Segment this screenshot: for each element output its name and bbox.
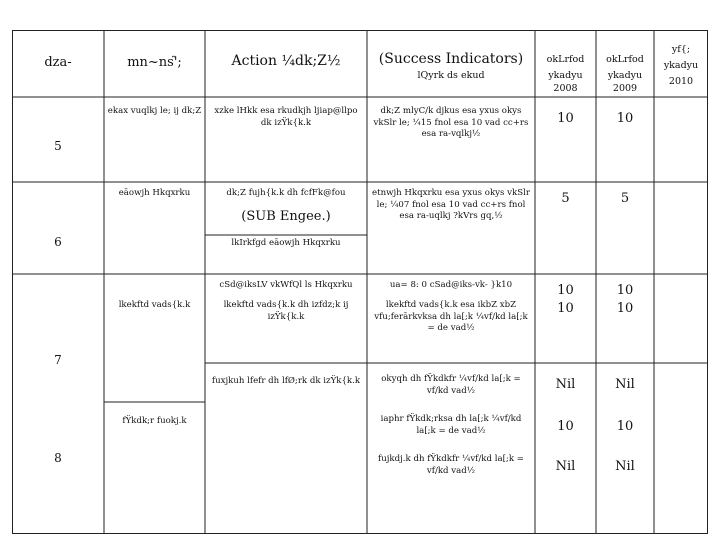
row-6-action-english: (SUB Engee.) [241,209,331,224]
row-8-number: 8 [54,451,62,465]
row-8-indicator-c: fujkdj.k dh fŸkdkfr ¼vf/kd la[;k = vf/kd vad½ [378,454,524,476]
row-6-action-2: lkIrkfgd eāowjh Hkqxrku [231,238,341,248]
row-6-actual-2008: 5 [561,191,570,206]
header-serial: dza- [44,55,72,70]
header-target-l1: yf{; [671,44,691,55]
row-5-indicator: dk;Z mlyC/k djkus esa yxus okys vkSlr le; ¼15 fnol esa 10 vad cc+rs esa ra-vqlkj½ [373,106,529,140]
row-6-indicator: etnwjh Hkqxrku esa yxus okys vkSlr le; ¼07 fnol esa 10 vad cc+rs fnol esa ra-uqlkj ?kVrs gq,½ [372,188,530,222]
row-5-actual-2008: 10 [557,111,574,126]
header-indicator-en: (Success Indicators) [378,51,524,67]
header-objective: mn~ns'̃; [127,55,182,70]
row-8-objective: fŸkdk;r fuokj.k [122,416,187,426]
row-8-actual-2008-b: 10 [557,419,574,434]
row-8-actual-2009-a: Nil [615,377,635,392]
row-5-objective: ekax vuqlkj le; ij dk;Z [107,106,202,116]
row-8-action: fuxjkuh lfefr dh lfØ;rk dk izŸk{k.k [211,376,361,386]
row-7-action: lkekftd vads{k.k dh izfdz;k ij izŸk{k.k [223,300,349,322]
row-8-indicator-a: okyqh dh fŸkdkfr ¼vf/kd la[;k = vf/kd vad½ [381,374,521,396]
row-6-number: 6 [54,235,62,249]
header-actual-2008-l2: ykadyu 2008 [548,70,583,94]
row-8-indicator-b: iaphr fŸkdk;rksa dh la[;k ¼vf/kd la[;k = de vad½ [380,414,522,436]
row-7-objective: lkekftd vads{k.k [118,300,191,310]
row-8-actual-2008-a: Nil [555,377,576,392]
row-6-action: dk;Z fujh{k.k dh fcfFk@fou [226,188,346,198]
header-indicator-hi: lQyrk ds ekud [417,70,485,81]
row-5-actual-2009: 10 [616,111,634,126]
row-7-indicator: lkekftd vads{k.k esa ikbZ xbZ vfu;ferārkvksa dh la[;k ¼vf/kd la[;k = de vad½ [374,300,528,334]
header-actual-2009-l2: ykadyu 2009 [607,70,643,94]
row-7-indicator-top: ua= 8: 0 cSad@iks-vk- }k10 [389,280,513,290]
header-target-l2: ykadyu [663,60,699,71]
row-7-number: 7 [54,353,62,367]
row-7-actual-2009-a: 10 [616,283,634,298]
row-7-actual-2008-b: 10 [557,301,574,316]
row-5-number: 5 [54,139,62,153]
row-8-actual-2008-c: Nil [555,459,576,474]
header-target-l3: 2010 [668,76,694,87]
row-6-objective: eāowjh Hkqxrku [118,188,191,198]
row-7-actual-2009-b: 10 [616,301,634,316]
row-8-actual-2009-c: Nil [615,459,635,474]
header-actual-2008-l1: okLrfod [546,54,585,65]
row-7-actual-2008-a: 10 [557,283,574,298]
row-6-actual-2009: 5 [620,191,630,206]
row-8-actual-2009-b: 10 [616,419,634,434]
row-7-action-top: cSd@iksLV vkWfQl ls Hkqxrku [219,280,353,290]
row-5-action: xzke lHkk esa rkudkjh ljiap@llpo dk izŸk{k.k [214,106,358,128]
header-action: Action ¼dk;Z½ [231,53,341,69]
document-page [12,30,708,534]
header-actual-2009-l1: okLrfod [606,54,644,65]
